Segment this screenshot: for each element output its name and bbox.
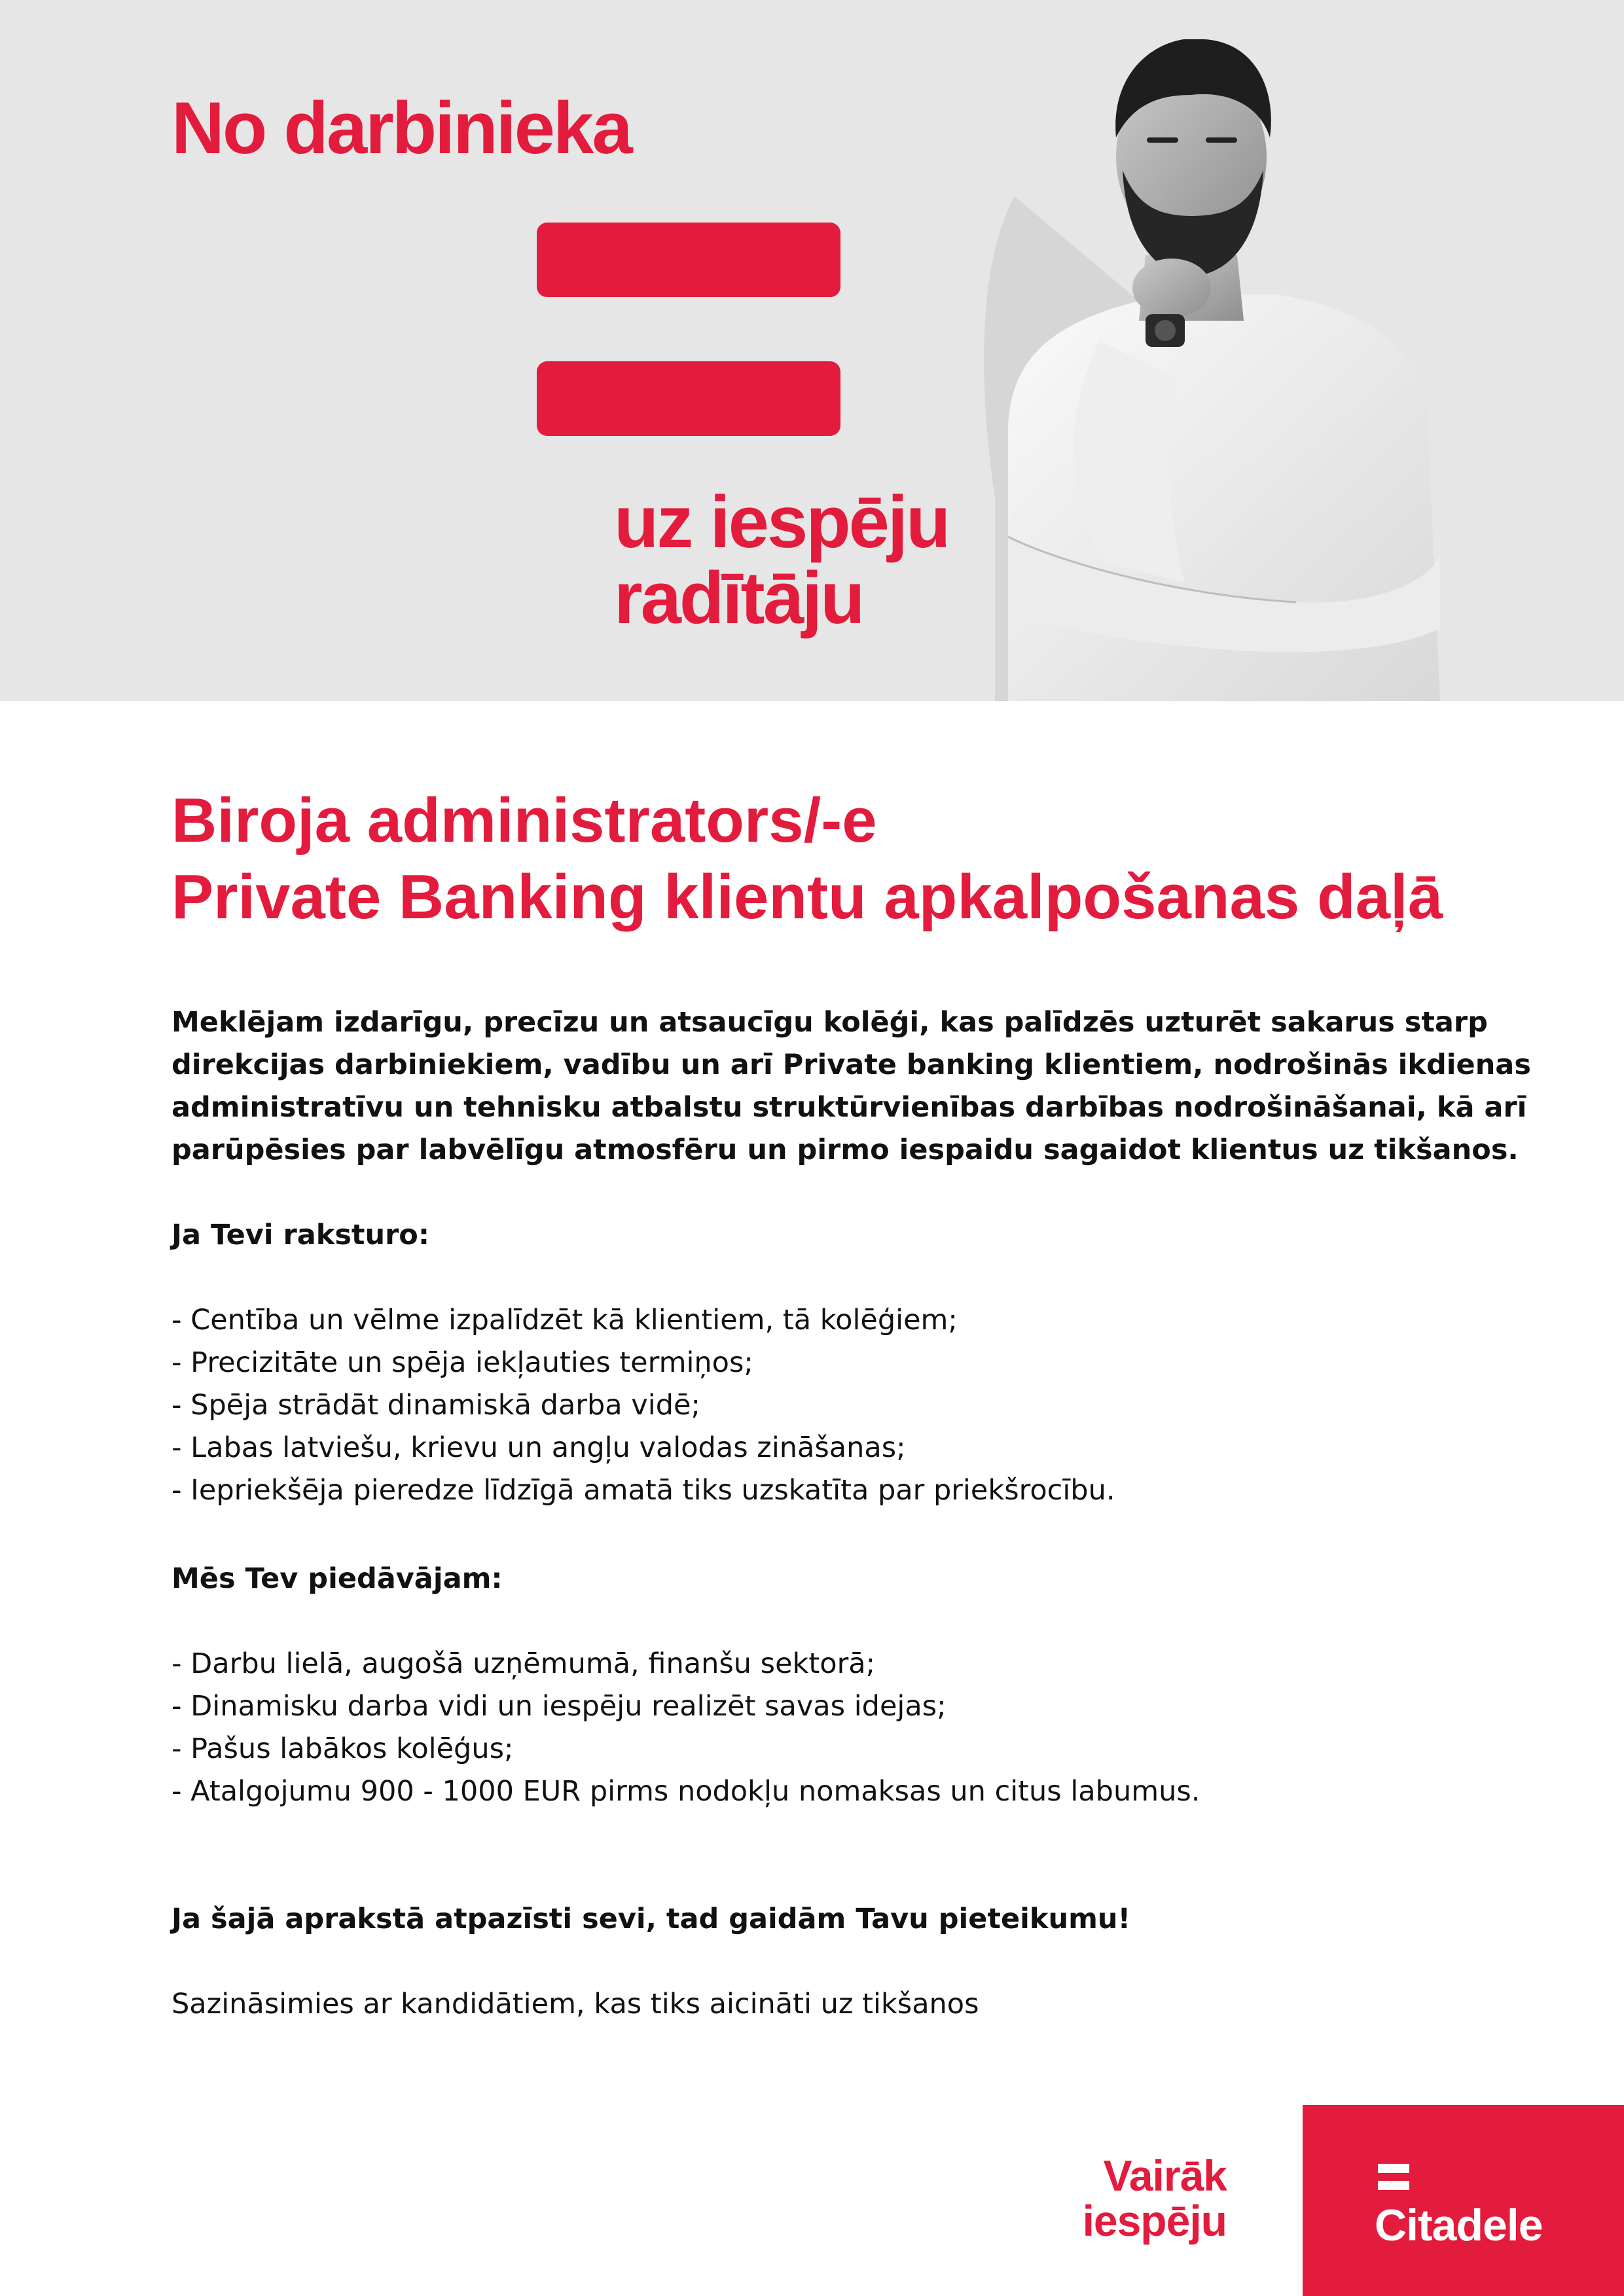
- employee-photo: [969, 39, 1466, 701]
- hero-banner: [0, 0, 1624, 701]
- list-item: - Darbu lielā, augošā uzņēmumā, finanšu sektorā;: [171, 1647, 876, 1680]
- offer-list: [171, 1643, 1546, 1813]
- equals-bar-top: [537, 223, 840, 297]
- list-item: - Pašus labākos kolēģus;: [171, 1732, 514, 1765]
- list-item: - Iepriekšēja pieredze līdzīgā amatā tiks uzskatīta par priekšrocību.: [171, 1474, 1115, 1507]
- list-item: - Precizitāte un spēja iekļauties termiņos;: [171, 1346, 753, 1379]
- citadele-logo: [1303, 2105, 1624, 2296]
- job-title-line2: Private Banking klientu apkalpošanas daļā: [171, 862, 1443, 933]
- job-intro: Meklējam izdarīgu, precīzu un atsaucīgu kolēģi, kas palīdzēs uzturēt sakarus starp direkcijas darbiniekiem, vadību un arī Private banking klientiem, nodrošinās ikdienas administratīvu un tehnisku atbalstu struktūrvienības darbības nodrošināšanai, kā arī parūpēsies par labvēlīgu atmosfēru un pirmo iespaidu sagaidot klientus uz tikšanos.: [171, 1006, 1531, 1166]
- hero-title-top: No darbinieka: [171, 87, 631, 169]
- job-title: [171, 782, 1546, 935]
- call-to-action: Ja šajā aprakstā atpazīsti sevi, tad gaidām Tavu pieteikumu!: [171, 1903, 1131, 1935]
- slogan-line2: iespēju: [1082, 2197, 1227, 2246]
- requirements-list: [171, 1299, 1546, 1512]
- requirements-heading: Ja Tevi raksturo:: [171, 1219, 430, 1251]
- job-title-line1: Biroja administrators/-e: [171, 785, 877, 855]
- list-item: - Atalgojumu 900 - 1000 EUR pirms nodokļu nomaksas un citus labumus.: [171, 1775, 1200, 1808]
- hero-title-bottom-line2: radītāju: [614, 557, 863, 639]
- job-title-block: [171, 782, 1546, 935]
- hero-title-bottom-line1: uz iespēju: [614, 481, 949, 563]
- hero-title-bottom: [614, 481, 949, 639]
- slogan-line1: Vairāk: [1103, 2151, 1227, 2200]
- list-item: - Dinamisku darba vidi un iespēju realizēt savas idejas;: [171, 1690, 947, 1723]
- list-item: - Labas latviešu, krievu un angļu valodas zināšanas;: [171, 1431, 906, 1464]
- footer-slogan: [1083, 2153, 1227, 2244]
- brand-name: Citadele: [1375, 2200, 1543, 2250]
- contact-note: Sazināsimies ar kandidātiem, kas tiks aicināti uz tikšanos: [171, 1988, 979, 2020]
- equals-logo-icon: [1378, 2164, 1409, 2198]
- equals-bar-bottom: [537, 361, 840, 436]
- list-item: - Spēja strādāt dinamiskā darba vidē;: [171, 1389, 700, 1422]
- offer-heading: Mēs Tev piedāvājam:: [171, 1562, 503, 1595]
- list-item: - Centība un vēlme izpalīdzēt kā klientiem, tā kolēģiem;: [171, 1304, 958, 1336]
